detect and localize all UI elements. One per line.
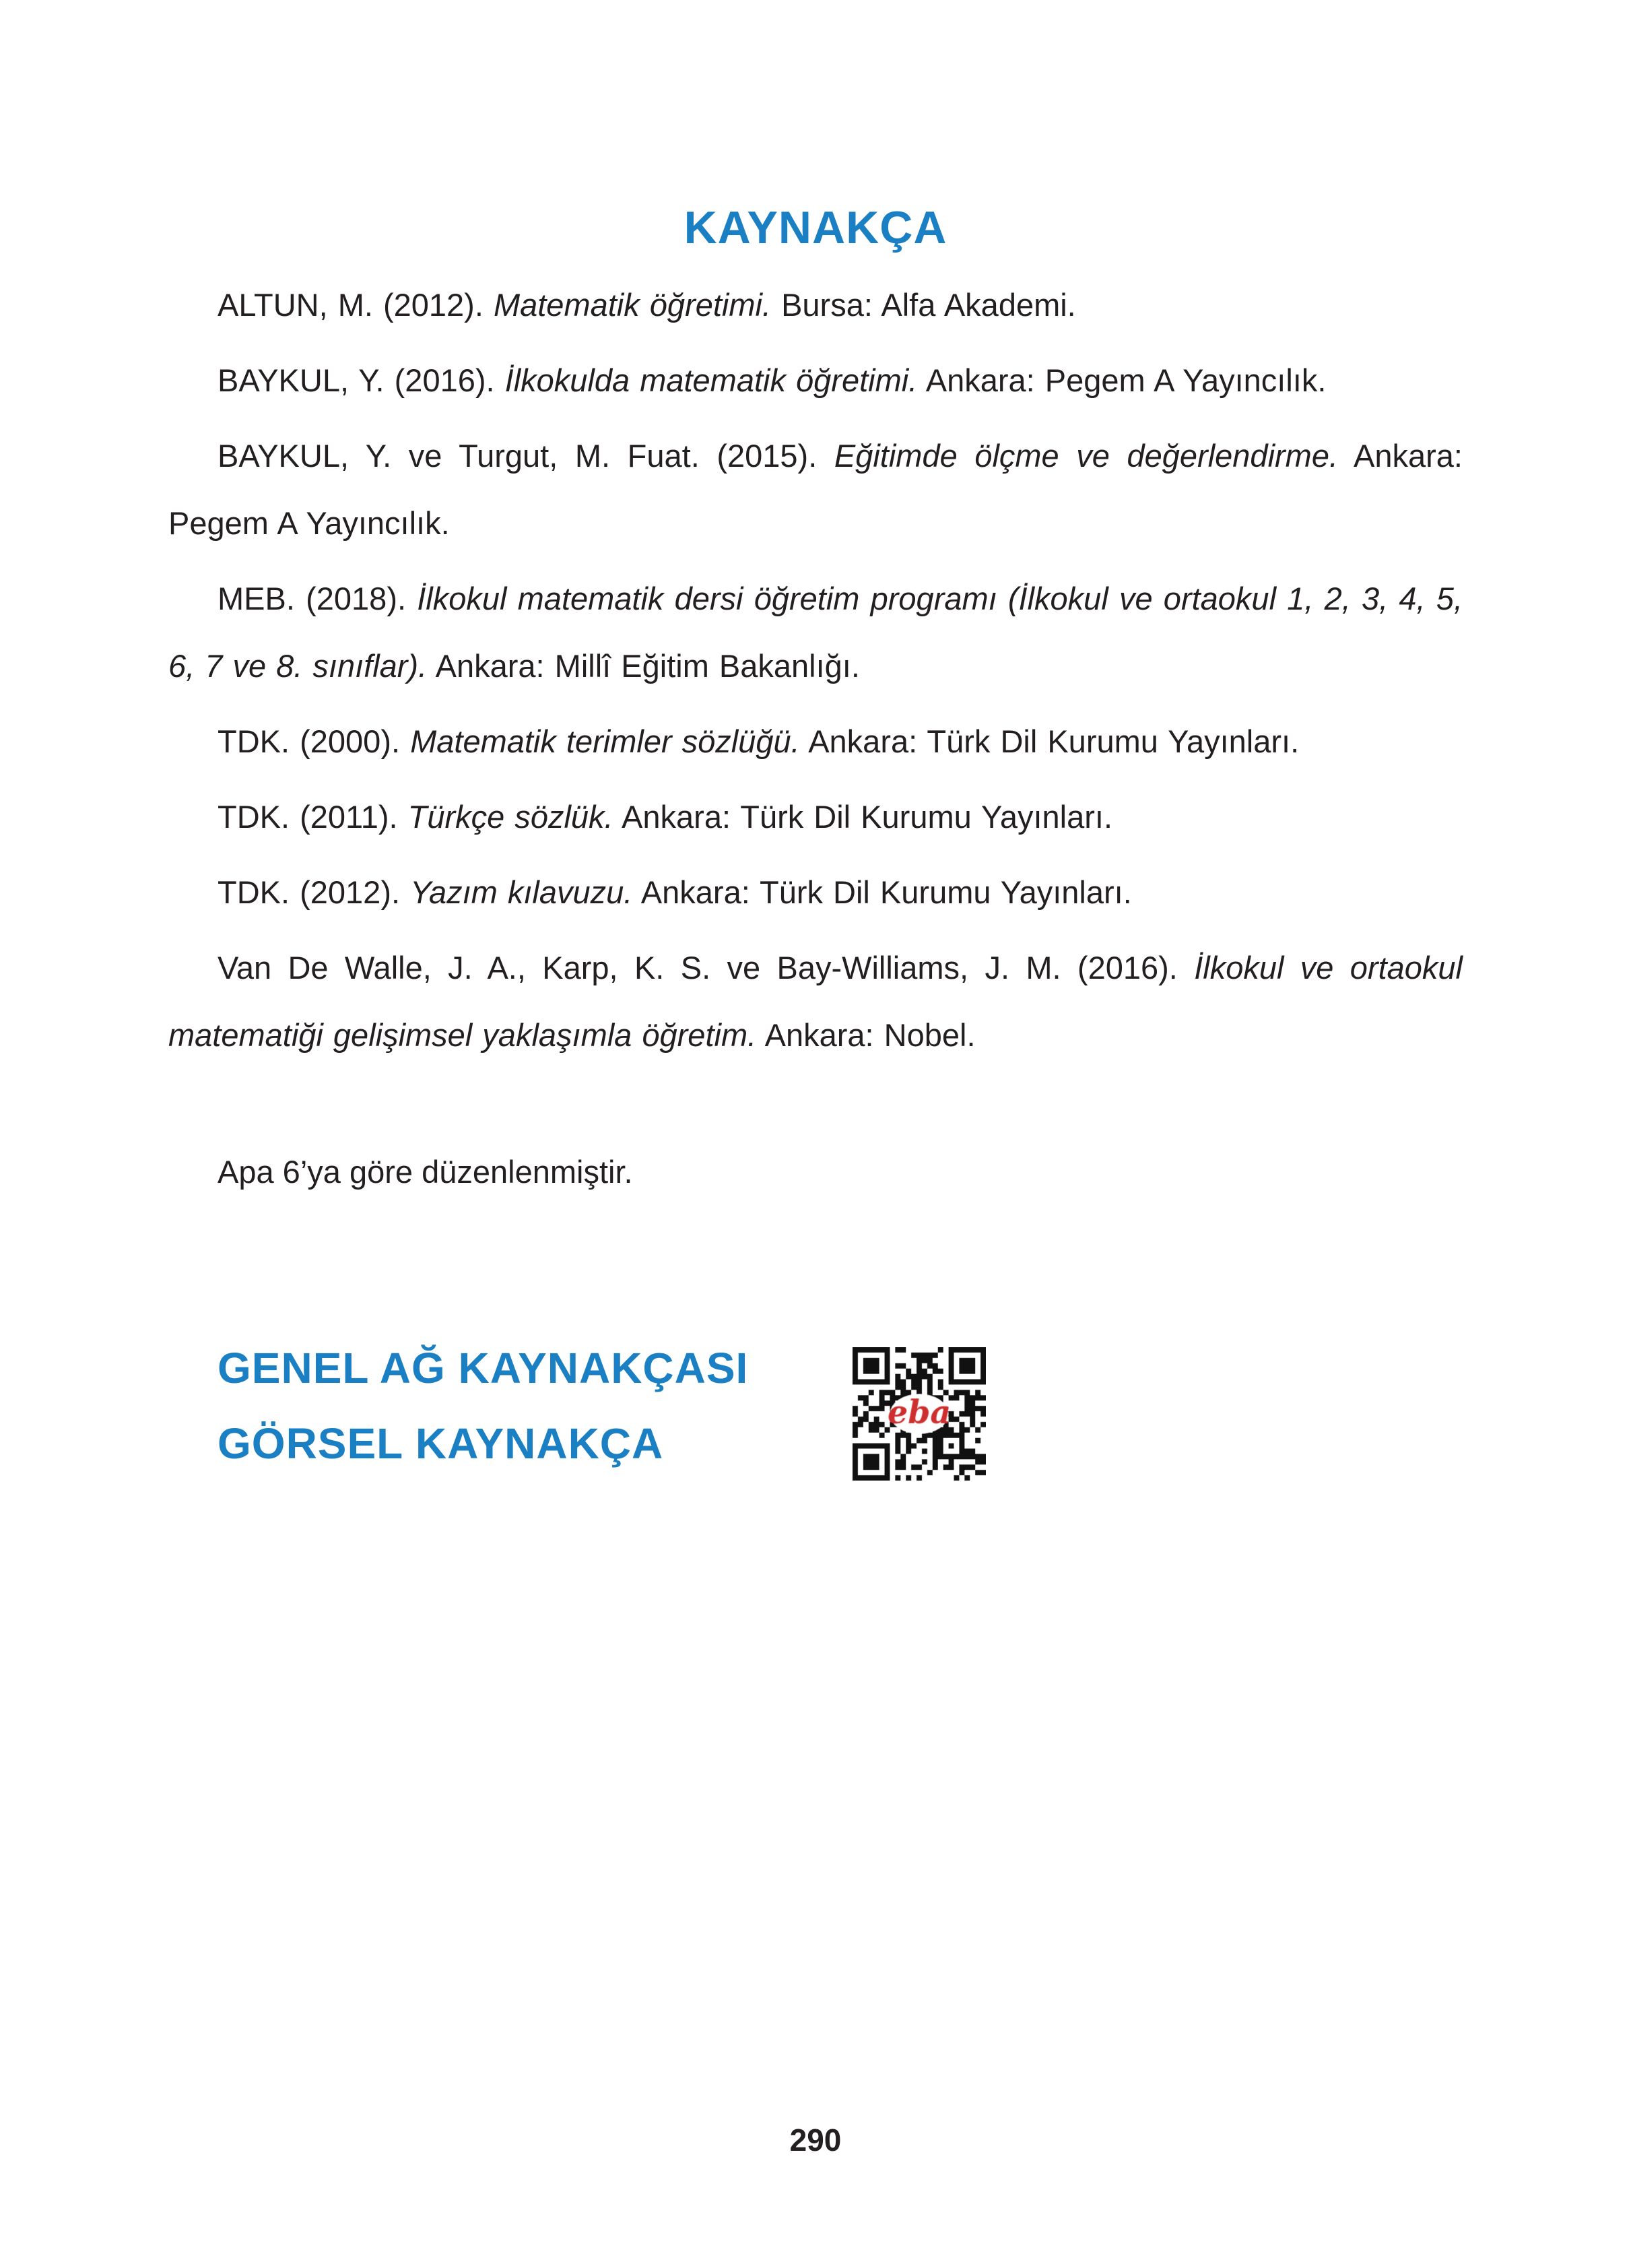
eba-qr-code	[853, 1347, 986, 1481]
reference-segment: Ankara: Pegem A Yayıncılık.	[168, 438, 1463, 541]
reference-segment: BAYKUL, Y. ve Turgut, M. Fuat. (2015).	[218, 438, 834, 474]
reference-work-title: Yazım kılavuzu.	[410, 874, 633, 910]
reference-segment: Bursa: Alfa Akademi.	[771, 287, 1076, 323]
reference-entry	[168, 422, 1463, 557]
reference-entry	[168, 565, 1463, 700]
reference-segment: BAYKUL, Y. (2016).	[218, 362, 505, 398]
reference-segment: TDK. (2000).	[218, 723, 411, 759]
reference-work-title: Türkçe sözlük.	[407, 799, 613, 835]
reference-work-title: Matematik öğretimi.	[493, 287, 772, 323]
reference-segment: Ankara: Pegem A Yayıncılık.	[917, 362, 1327, 398]
reference-segment: TDK. (2012).	[218, 874, 411, 910]
reference-entry	[168, 859, 1463, 926]
reference-entry	[168, 934, 1463, 1069]
reference-entry	[168, 347, 1463, 414]
reference-segment: MEB. (2018).	[218, 581, 418, 616]
reference-segment: TDK. (2011).	[218, 799, 408, 835]
page-title: KAYNAKÇA	[684, 202, 947, 253]
reference-segment: Van De Walle, J. A., Karp, K. S. ve Bay-Williams, J. M. (2016).	[218, 950, 1195, 985]
reference-segment: Ankara: Türk Dil Kurumu Yayınları.	[632, 874, 1132, 910]
reference-work-title: Matematik terimler sözlüğü.	[410, 723, 800, 759]
references-list	[168, 271, 1463, 1069]
reference-segment: Ankara: Nobel.	[756, 1017, 976, 1053]
page-number: 290	[789, 2123, 842, 2158]
reference-work-title: İlkokul ve ortaokul matematiği gelişimsel yaklaşımla öğretim.	[168, 950, 1463, 1053]
reference-entry	[168, 783, 1463, 851]
reference-segment: Ankara: Millî Eğitim Bakanlığı.	[427, 648, 860, 684]
reference-segment: Ankara: Türk Dil Kurumu Yayınları.	[613, 799, 1113, 835]
reference-entry	[168, 708, 1463, 775]
heading-gorsel-kaynakca: GÖRSEL KAYNAKÇA	[218, 1419, 664, 1468]
reference-entry	[168, 271, 1463, 339]
reference-work-title: Eğitimde ölçme ve değerlendirme.	[834, 438, 1339, 474]
apa-note: Apa 6’ya göre düzenlenmiştir.	[218, 1154, 633, 1190]
web-references-section	[168, 1330, 1463, 1532]
reference-work-title: İlkokulda matematik öğretimi.	[504, 362, 918, 398]
heading-genel-ag-kaynakcasi: GENEL AĞ KAYNAKÇASI	[218, 1344, 749, 1392]
reference-segment: ALTUN, M. (2012).	[218, 287, 494, 323]
reference-work-title: İlkokul matematik dersi öğretim programı (İlkokul ve ortaokul 1, 2, 3, 4, 5, 6, 7 ve 8. sınıflar).	[168, 581, 1463, 684]
reference-segment: Ankara: Türk Dil Kurumu Yayınları.	[799, 723, 1300, 759]
